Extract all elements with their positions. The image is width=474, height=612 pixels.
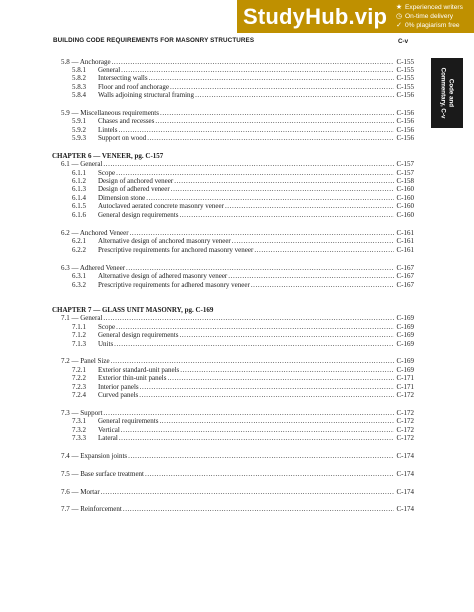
toc-page-number: C-174 (396, 452, 414, 460)
check-icon: ✓ (396, 22, 402, 29)
toc-entry[interactable] (72, 117, 414, 126)
toc-section-number: 5.9.2 (72, 126, 86, 134)
toc-page-number: C-169 (396, 340, 414, 348)
toc-section-number: 7.2.4 (72, 391, 86, 399)
toc-page-number: C-171 (396, 383, 414, 391)
toc-section-number: 6.3.2 (72, 281, 86, 289)
toc-entry-label: Autoclaved aerated concrete masonry veneer (98, 202, 224, 210)
toc-entry[interactable] (72, 281, 414, 290)
toc-section-number: 7.3.2 (72, 426, 86, 434)
toc-entry-label: 7.2 — Panel Size (61, 357, 110, 365)
toc-page-number: C-161 (396, 246, 414, 254)
toc-entry[interactable] (72, 185, 414, 194)
toc-entry-label: Prescriptive requirements for anchored masonry veneer (98, 246, 254, 254)
toc-entry-label: 7.1 — General (61, 314, 103, 322)
dot-leader (232, 237, 394, 246)
toc-entry[interactable] (61, 505, 414, 514)
toc-page-number: C-169 (396, 323, 414, 331)
toc-entry-label: General design requirements (98, 331, 179, 339)
dot-leader (111, 357, 394, 366)
toc-section-number: 7.1.2 (72, 331, 86, 339)
toc-entry-label: Lintels (98, 126, 118, 134)
toc-entry-label: Floor and roof anchorage (98, 83, 169, 91)
toc-entry-label: 5.9 — Miscellaneous requirements (61, 109, 159, 117)
toc-entry[interactable] (72, 91, 414, 100)
toc-entry-label: 7.4 — Expansion joints (61, 452, 128, 460)
toc-entry[interactable] (61, 488, 414, 497)
toc-entry-label: Exterior standard-unit panels (98, 366, 180, 374)
dot-leader (228, 272, 394, 281)
toc-page-number: C-157 (396, 169, 414, 177)
dot-leader (159, 417, 394, 426)
toc-entry[interactable] (61, 314, 414, 323)
toc-entry-label: Alternative design of adhered masonry veneer (98, 272, 228, 280)
dot-leader (251, 281, 394, 290)
toc-page-number: C-172 (396, 409, 414, 417)
toc-page-number: C-174 (396, 488, 414, 496)
dot-leader (103, 314, 394, 323)
toc-entry-label: Vertical (98, 426, 120, 434)
toc-entry-label: Design of anchored veneer (98, 177, 174, 185)
toc-entry-label: 5.8 — Anchorage (61, 58, 111, 66)
toc-entry[interactable] (61, 470, 414, 479)
toc-page-number: C-156 (396, 117, 414, 125)
toc-entry-label: 6.3 — Adhered Veneer (61, 264, 126, 272)
toc-page-number: C-167 (396, 281, 414, 289)
dot-leader (128, 452, 394, 461)
toc-entry-label: Alternative design of anchored masonry veneer (98, 237, 231, 245)
toc-entry[interactable] (72, 391, 414, 400)
toc-entry-label: Support on wood (98, 134, 147, 142)
toc-section-number: 5.9.1 (72, 117, 86, 125)
toc-page-number: C-158 (396, 177, 414, 185)
dot-leader (195, 91, 394, 100)
perk-item: ★ Experienced writers (395, 4, 463, 11)
toc-entry-label: Units (98, 340, 114, 348)
toc-page-number: C-160 (396, 194, 414, 202)
toc-entry-label: Dimension stone (98, 194, 146, 202)
toc-section-number: 6.2.1 (72, 237, 86, 245)
toc-entry[interactable] (72, 272, 414, 281)
toc-section-number: 5.9.3 (72, 134, 86, 142)
toc-page-number: C-160 (396, 211, 414, 219)
toc-section-number: 5.8.3 (72, 83, 86, 91)
toc-entry-label: Scope (98, 169, 116, 177)
toc-entry[interactable] (72, 374, 414, 383)
dot-leader (147, 134, 394, 143)
toc-page-number: C-155 (396, 58, 414, 66)
dot-leader (254, 246, 394, 255)
dot-leader (167, 374, 394, 383)
toc-page-number: C-167 (396, 264, 414, 272)
dot-leader (123, 505, 394, 514)
dot-leader (155, 117, 394, 126)
toc-section-number: 5.8.1 (72, 66, 86, 74)
toc-entry-label: Lateral (98, 434, 118, 442)
dot-leader (171, 185, 394, 194)
toc-page-number: C-155 (396, 74, 414, 82)
toc-page-number: C-171 (396, 374, 414, 382)
page-number: C-v (398, 38, 409, 45)
toc-section-number: 6.3.1 (72, 272, 86, 280)
chapter-heading: CHAPTER 6 — VENEER, pg. C-157 (52, 152, 164, 160)
toc-page-number: C-156 (396, 109, 414, 117)
toc-entry[interactable] (72, 211, 414, 220)
toc-section-number: 5.8.4 (72, 91, 86, 99)
toc-page-number: C-167 (396, 272, 414, 280)
toc-entry-label: 7.7 — Reinforcement (61, 505, 122, 513)
toc-page-number: C-174 (396, 470, 414, 478)
toc-section-number: 6.1.5 (72, 202, 86, 210)
toc-entry-label: 6.1 — General (61, 160, 103, 168)
toc-page-number: C-155 (396, 66, 414, 74)
toc-entry-label: General (98, 66, 121, 74)
toc-section-number: 6.1.6 (72, 211, 86, 219)
toc-section-number: 7.2.1 (72, 366, 86, 374)
toc-section-number: 6.1.4 (72, 194, 86, 202)
toc-section-number: 6.1.2 (72, 177, 86, 185)
toc-page-number: C-161 (396, 229, 414, 237)
dot-leader (145, 470, 394, 479)
toc-page-number: C-156 (396, 91, 414, 99)
toc-entry[interactable] (72, 134, 414, 143)
toc-section-number: 7.2.3 (72, 383, 86, 391)
dot-leader (114, 340, 394, 349)
studyhub-logo[interactable]: StudyHub.vip (243, 3, 388, 29)
toc-section-number: 7.2.2 (72, 374, 86, 382)
toc-entry-label: Curved panels (98, 391, 139, 399)
toc-entry[interactable] (72, 340, 414, 349)
running-header: BUILDING CODE REQUIREMENTS FOR MASONRY STRUCTURES (53, 37, 255, 44)
toc-entry[interactable] (72, 434, 414, 443)
toc-entry-label: 7.3 — Support (61, 409, 103, 417)
toc-page-number: C-160 (396, 185, 414, 193)
toc-entry-label: Interior panels (98, 383, 139, 391)
dot-leader (179, 331, 394, 340)
toc-page-number: C-172 (396, 426, 414, 434)
toc-entry-label: Prescriptive requirements for adhered masonry veneer (98, 281, 250, 289)
clock-icon: ◷ (395, 13, 403, 20)
toc-entry[interactable] (61, 160, 414, 169)
toc-page-number: C-160 (396, 202, 414, 210)
toc-page-number: C-172 (396, 391, 414, 399)
toc-page-number: C-161 (396, 237, 414, 245)
toc-entry-label: General requirements (98, 417, 159, 425)
toc-entry-label: 7.5 — Base surface treatment (61, 470, 144, 478)
toc-entry-label: 6.2 — Anchored Veneer (61, 229, 129, 237)
toc-entry[interactable] (61, 357, 414, 366)
toc-entry[interactable] (72, 74, 414, 83)
toc-page-number: C-169 (396, 314, 414, 322)
toc-page-number: C-172 (396, 417, 414, 425)
toc-section-number: 6.2.2 (72, 246, 86, 254)
star-icon: ★ (395, 4, 403, 11)
perk-item: ✓ 0% plagiarism free (396, 22, 460, 29)
toc-entry-label: Exterior thin-unit panels (98, 374, 167, 382)
toc-section-number: 7.3.3 (72, 434, 86, 442)
toc-page-number: C-169 (396, 331, 414, 339)
dot-leader (103, 160, 394, 169)
toc-entry-label: Intersecting walls (98, 74, 148, 82)
toc-section-number: 7.3.1 (72, 417, 86, 425)
toc-entry[interactable] (72, 417, 414, 426)
toc-section-number: 5.8.2 (72, 74, 86, 82)
dot-leader (101, 488, 394, 497)
perk-item: ◷ On-time delivery (395, 13, 454, 20)
toc-page-number: C-155 (396, 83, 414, 91)
toc-page-number: C-157 (396, 160, 414, 168)
toc-section-number: 6.1.3 (72, 185, 86, 193)
toc-entry[interactable] (72, 331, 414, 340)
dot-leader (119, 434, 394, 443)
toc-entry-label: Walls adjoining structural framing (98, 91, 195, 99)
chapter-heading: CHAPTER 7 — GLASS UNIT MASONRY, pg. C-169 (52, 306, 214, 314)
toc-entry-label: 7.6 — Mortar (61, 488, 100, 496)
toc-entry-label: Scope (98, 323, 116, 331)
toc-page-number: C-169 (396, 366, 414, 374)
dot-leader (149, 74, 394, 83)
toc-page-number: C-174 (396, 505, 414, 513)
toc-entry[interactable] (72, 202, 414, 211)
toc-entry-label: Design of adhered veneer (98, 185, 170, 193)
toc-page-number: C-156 (396, 134, 414, 142)
toc-page-number: C-169 (396, 357, 414, 365)
dot-leader (225, 202, 394, 211)
dot-leader (179, 211, 394, 220)
toc-section-number: 7.1.3 (72, 340, 86, 348)
dot-leader (139, 391, 394, 400)
toc-entry-label: Chases and recesses (98, 117, 155, 125)
toc-entry[interactable] (72, 246, 414, 255)
toc-section-number: 7.1.1 (72, 323, 86, 331)
toc-page-number: C-172 (396, 434, 414, 442)
toc-entry[interactable] (72, 237, 414, 246)
toc-page-number: C-156 (396, 126, 414, 134)
toc-section-number: 6.1.1 (72, 169, 86, 177)
toc-entry-label: General design requirements (98, 211, 179, 219)
side-tab-label: Code and Commentary, C-v (440, 67, 455, 119)
toc-entry[interactable] (61, 452, 414, 461)
